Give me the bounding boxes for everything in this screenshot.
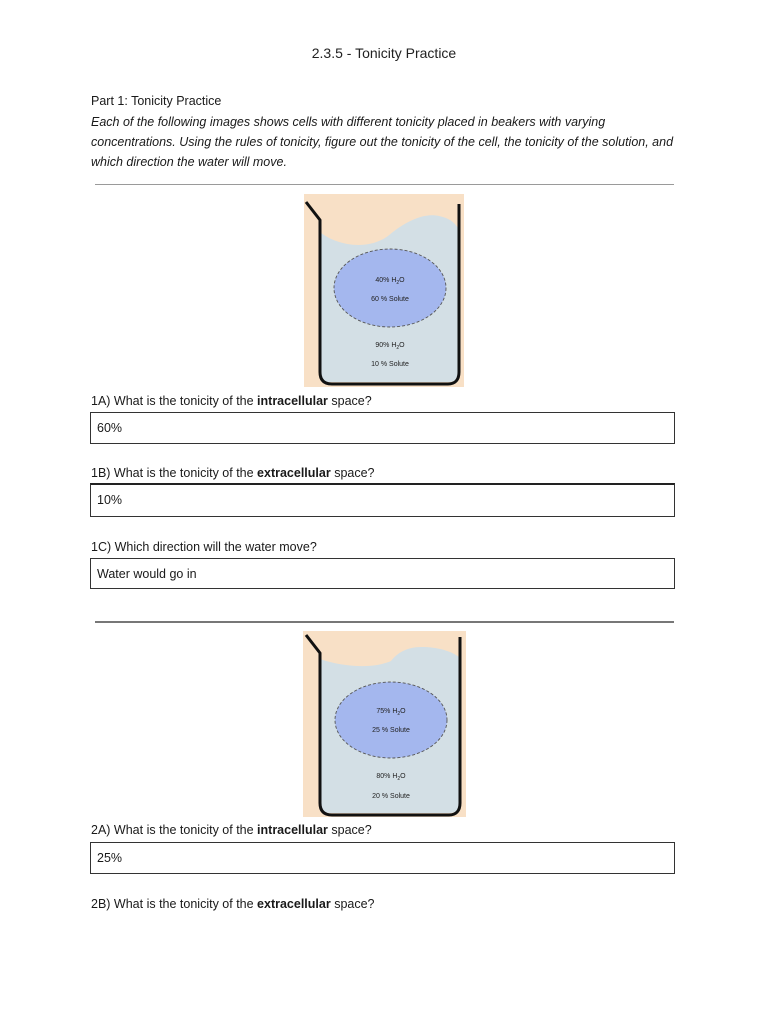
part-heading: Part 1: Tonicity Practice	[91, 94, 222, 108]
outside-solute-label: 20 % Solute	[372, 793, 410, 800]
outside-solute-label: 10 % Solute	[371, 361, 409, 368]
cell-solute-label: 25 % Solute	[372, 727, 410, 734]
question-2b: 2B) What is the tonicity of the extracellular space?	[91, 897, 375, 911]
answer-field-1b[interactable]: 10%	[90, 483, 675, 517]
outside-water-label: 90% $H_2O$	[375, 342, 405, 351]
beaker-diagram-2	[303, 631, 466, 817]
cell	[334, 249, 446, 327]
answer-field-1a[interactable]: 60%	[90, 412, 675, 444]
question-2a: 2A) What is the tonicity of the intracellular space?	[91, 823, 372, 837]
document-title: 2.3.5 - Tonicity Practice	[311, 45, 457, 61]
cell-water-label: 40% $H_2O$	[375, 277, 405, 286]
question-1a: 1A) What is the tonicity of the intracellular space?	[91, 394, 372, 408]
divider	[95, 621, 674, 623]
answer-field-1c[interactable]: Water would go in	[90, 558, 675, 589]
divider	[95, 184, 674, 185]
outside-water-label: 80% $H_2O$	[376, 773, 406, 782]
cell-water-label: 75% $H_2O$	[376, 708, 406, 717]
cell-solute-label: 60 % Solute	[371, 296, 409, 303]
beaker-diagram-1	[304, 194, 464, 387]
instructions-text: Each of the following images shows cells with different tonicity placed in beakers with varying concentrations. Using the rules of tonicity, figure out the tonicity of the cell, the tonicity of the solution, and which direction the water will move.	[91, 115, 674, 169]
question-1b: 1B) What is the tonicity of the extracellular space?	[91, 466, 375, 480]
answer-field-2a[interactable]: 25%	[90, 842, 675, 874]
cell	[335, 682, 447, 758]
question-1c: 1C) Which direction will the water move?	[91, 540, 317, 554]
